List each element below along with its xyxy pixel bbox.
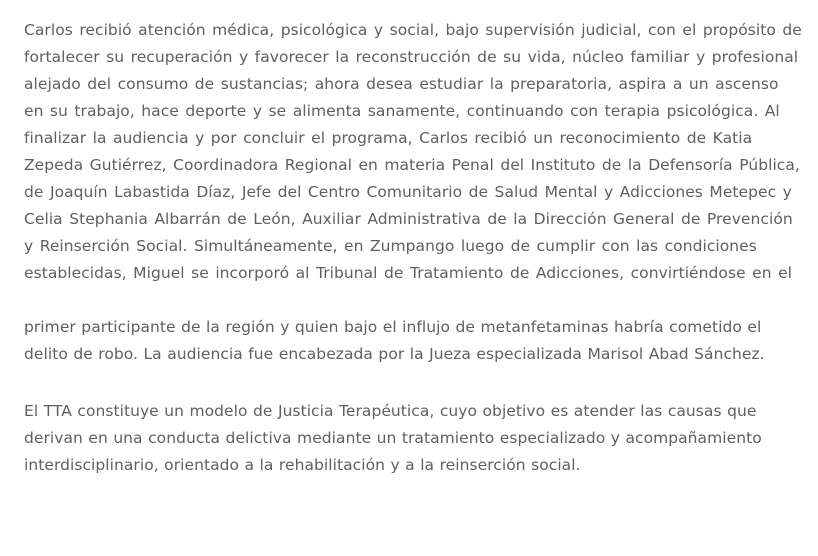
paragraph-tta-definition: El TTA constituye un modelo de Justicia Terapéutica, cuyo objetivo es atender las causas que derivan en una conducta delictiva mediante un tratamiento especializado y acompañamiento interdisciplinario, orientado a la rehabilitación y a la reinserción social. (24, 402, 762, 474)
paragraph-spacer (24, 287, 804, 314)
paragraph-first-participant: primer participante de la región y quien bajo el influjo de metanfetaminas habría cometido el delito de robo. La audiencia fue encabezada por la Jueza especializada Marisol Abad Sánchez. (24, 318, 765, 363)
paragraph-carlos-recognition: Carlos recibió atención médica, psicológica y social, bajo supervisión judicial, con el propósito de fortalecer su recuperación y favorecer la reconstrucción de su vida, núcleo familiar y profesional alejado del consumo de sustancias; ahora desea estudiar la preparatoria, aspira a un ascenso en su trabajo, hace deporte y se alimenta sanamente, continuando con terapia psicológica. Al finalizar la audiencia y por concluir el programa, Carlos recibió un reconocimiento de Katia Zepeda Gutiérrez, Coordinadora Regional en materia Penal del Instituto de la Defensoría Pública, de Joaquín Labastida Díaz, Jefe del Centro Comunitario de Salud Mental y Adicciones Metepec y Celia Stephania Albarrán de León, Auxiliar Administrativa de la Dirección General de Prevención y Reinserción Social. Simultáneamente, en Zumpango luego de cumplir con las condiciones establecidas, Miguel se incorporó al Tribunal de Tratamiento de Adicciones, convirtiéndose en el (24, 21, 802, 282)
article-body (24, 17, 804, 479)
